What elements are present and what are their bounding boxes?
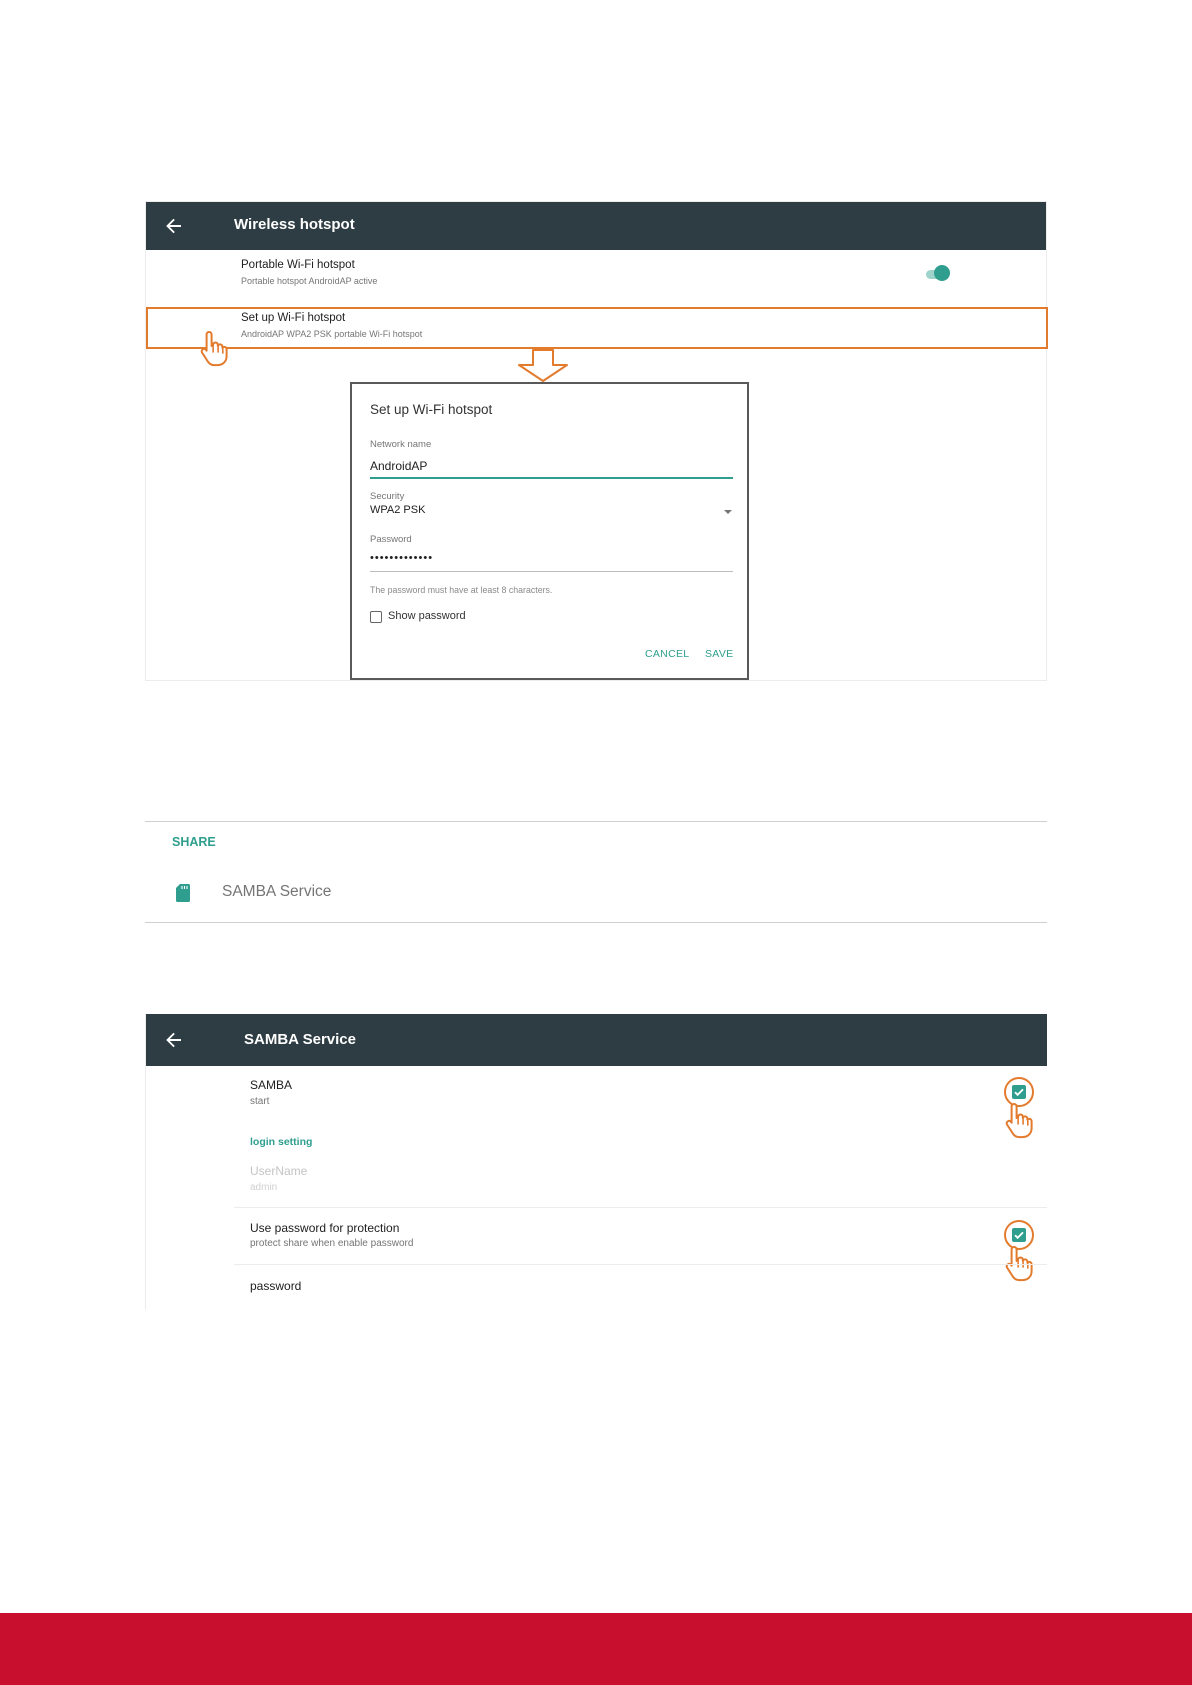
security-label: Security <box>370 491 405 502</box>
share-top-divider <box>145 821 1047 822</box>
samba-service-screen <box>145 1014 1047 1310</box>
setup-hotspot-title: Set up Wi-Fi hotspot <box>241 312 346 324</box>
row-divider <box>234 1264 1047 1265</box>
share-header: SHARE <box>172 835 216 849</box>
hand-pointer-icon <box>1003 1101 1037 1139</box>
network-name-input[interactable]: AndroidAP <box>370 459 428 473</box>
page-title: SAMBA Service <box>244 1031 356 1048</box>
password-label: Password <box>370 534 412 545</box>
footer-band <box>0 1613 1192 1685</box>
sd-card-icon <box>176 884 190 902</box>
portable-hotspot-subtitle: Portable hotspot AndroidAP active <box>241 276 378 286</box>
chevron-down-icon[interactable] <box>724 510 732 514</box>
cancel-button[interactable]: CANCEL <box>645 648 690 660</box>
password-underline <box>370 571 733 572</box>
row-divider <box>234 1207 1047 1208</box>
down-arrow-icon <box>517 349 569 383</box>
password-input[interactable]: ••••••••••••• <box>370 552 434 564</box>
arrow-back-icon[interactable] <box>160 212 188 240</box>
dialog-title: Set up Wi-Fi hotspot <box>370 402 493 417</box>
hand-pointer-icon <box>1003 1244 1037 1282</box>
portable-hotspot-title: Portable Wi-Fi hotspot <box>241 259 355 271</box>
network-name-underline <box>370 477 733 479</box>
hand-pointer-icon <box>198 329 232 367</box>
password-row-title[interactable]: password <box>250 1279 302 1293</box>
protect-subtitle: protect share when enable password <box>250 1238 414 1249</box>
app-bar <box>146 202 1046 250</box>
protect-title: Use password for protection <box>250 1221 400 1235</box>
show-password-checkbox[interactable] <box>370 611 382 623</box>
username-subtitle: admin <box>250 1182 278 1193</box>
save-button[interactable]: SAVE <box>705 648 734 660</box>
setup-hotspot-dialog <box>350 382 749 680</box>
password-help-text: The password must have at least 8 characters. <box>370 585 553 595</box>
network-name-label: Network name <box>370 439 432 450</box>
app-bar <box>146 1014 1047 1066</box>
setup-hotspot-subtitle: AndroidAP WPA2 PSK portable Wi-Fi hotspot <box>241 329 423 339</box>
show-password-label[interactable]: Show password <box>388 610 466 622</box>
share-bottom-divider <box>145 922 1047 923</box>
samba-subtitle: start <box>250 1096 270 1107</box>
arrow-back-icon[interactable] <box>160 1026 188 1054</box>
login-setting-header: login setting <box>250 1136 313 1148</box>
security-select[interactable]: WPA2 PSK <box>370 504 426 516</box>
wireless-hotspot-screen <box>145 201 1047 681</box>
samba-service-item[interactable]: SAMBA Service <box>222 883 332 900</box>
page-title: Wireless hotspot <box>234 216 355 233</box>
samba-title: SAMBA <box>250 1078 293 1092</box>
hotspot-toggle[interactable] <box>934 265 950 281</box>
username-title: UserName <box>250 1164 308 1178</box>
